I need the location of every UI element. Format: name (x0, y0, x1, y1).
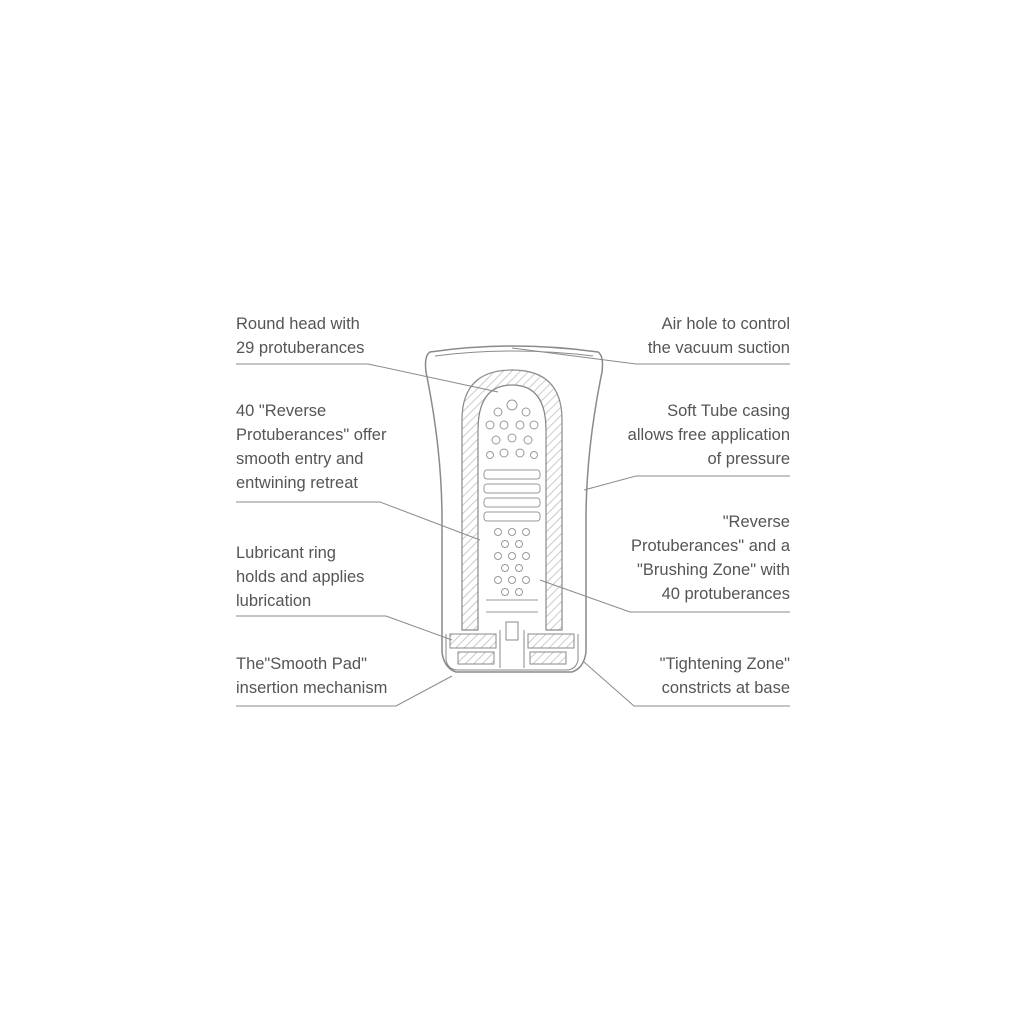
label-tightening-zone: "Tightening Zone" constricts at base (659, 655, 790, 697)
leader-lines (236, 348, 790, 706)
label-round-head: Round head with 29 protuberances (236, 315, 365, 357)
label-soft-tube: Soft Tube casing allows free application of pressure (627, 402, 790, 468)
label-brushing-zone: "Reverse Protuberances" and a "Brushing Zone" with 40 protuberances (630, 513, 790, 603)
label-reverse-protuberances: 40 "Reverse Protuberances" offer smooth entry and entwining retreat (236, 402, 387, 492)
label-lubricant-ring: Lubricant ring holds and applies lubrication (236, 544, 365, 610)
label-air-hole: Air hole to control the vacuum suction (647, 315, 790, 357)
brushing-zone-dots (486, 529, 538, 613)
outer-casing (426, 346, 603, 672)
round-head-protuberances (486, 400, 538, 459)
reverse-protuberance-ribs (484, 470, 540, 521)
label-smooth-pad: The"Smooth Pad" insertion mechanism (236, 655, 388, 697)
